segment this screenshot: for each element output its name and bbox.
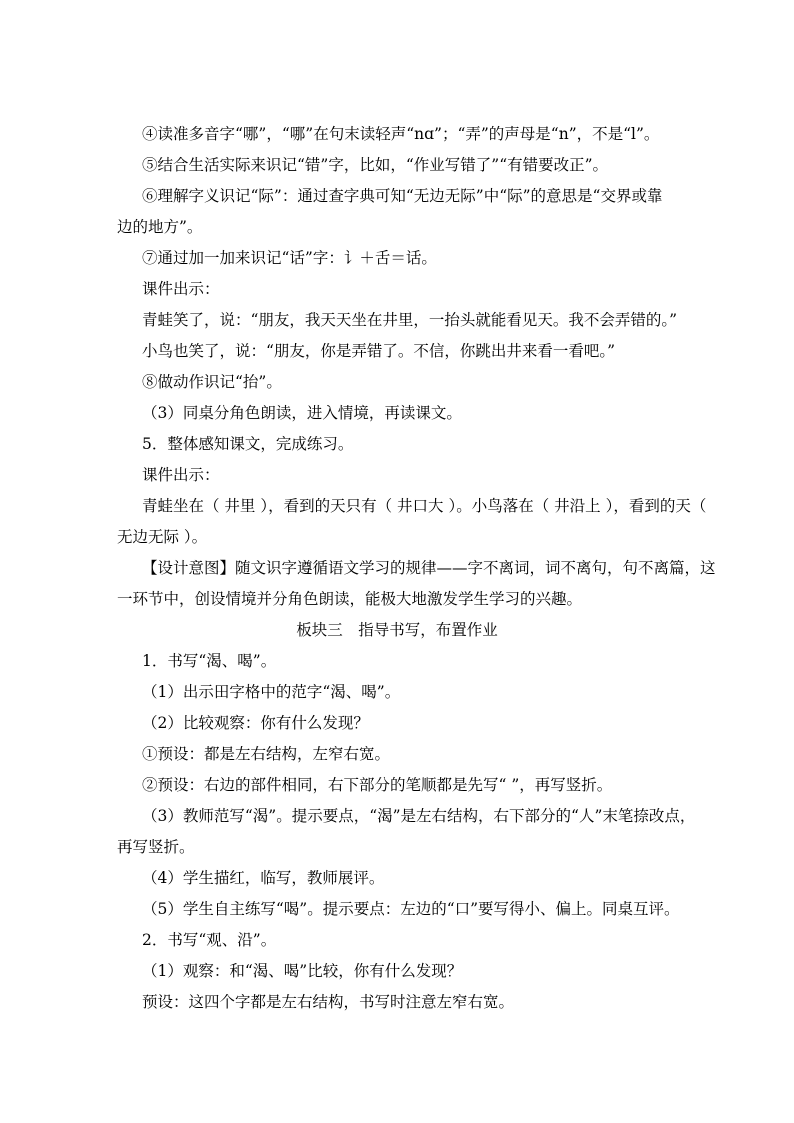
text-line-hua: ⑦通过加一加来识记“话”字：讠＋舌＝话。 bbox=[142, 249, 437, 267]
text-line-perceive: 5．整体感知课文，完成练习。 bbox=[142, 435, 354, 453]
text-line-polyphonic: ④读准多音字“哪”，“哪”在句末读轻声“nɑ”；“弄”的声母是“n”，不是“l”。 bbox=[142, 125, 660, 143]
section-heading: 板块三 指导书写，布置作业 bbox=[296, 621, 498, 639]
text-line-teacher-model: （3）教师范写“渴”。提示要点，“渴”是左右结构，右下部分的“人”末笔捺改点， bbox=[142, 807, 696, 825]
text-line-role-read: （3）同桌分角色朗读，进入情境，再读课文。 bbox=[142, 404, 462, 422]
text-line-courseware: 课件出示： bbox=[142, 280, 220, 298]
text-line-trace: （4）学生描红，临写，教师展评。 bbox=[142, 869, 385, 887]
text-line-show-model: （1）出示田字格中的范字“渴、喝”。 bbox=[142, 683, 401, 701]
text-line-self-practice: （5）学生自主练写“喝”。提示要点：左边的“口”要写得小、偏上。同桌互评。 bbox=[142, 900, 680, 918]
text-line-compare: （2）比较观察：你有什么发现？ bbox=[142, 714, 369, 732]
text-line-write-guan-yan: 2．书写“观、沿”。 bbox=[142, 931, 277, 949]
text-line-teacher-model-cont: 再写竖折。 bbox=[117, 838, 195, 856]
text-line-design-intent: 【设计意图】随文识字遵循语文学习的规律——字不离词，词不离句，句不离篇，这 bbox=[142, 559, 716, 577]
text-line-preset-3: 预设：这四个字都是左右结构，书写时注意左窄右宽。 bbox=[142, 993, 515, 1011]
text-line-exercise: 青蛙坐在（ 井里 ），看到的天只有（ 井口大 ）。小鸟落在（ 井沿上 ），看到的天（ bbox=[142, 497, 707, 515]
text-line-observe: （1）观察：和“渴、喝”比较，你有什么发现？ bbox=[142, 962, 463, 980]
text-line-exercise-cont: 无边无际 ）。 bbox=[117, 528, 208, 546]
text-line-ji: ⑥理解字义识记“际”：通过查字典可知“无边无际”中“际”的意思是“交界或靠 bbox=[142, 187, 663, 205]
text-line-write-ke-he: 1．书写“渴、喝”。 bbox=[142, 652, 277, 670]
text-line-frog: 青蛙笑了，说：“朋友，我天天坐在井里，一抬头就能看见天。我不会弄错的。” bbox=[142, 311, 678, 329]
text-line-ji-cont: 边的地方”。 bbox=[117, 218, 203, 236]
text-line-design-intent-cont: 一环节中，创设情境并分角色朗读，能极大地激发学生学习的兴趣。 bbox=[117, 590, 583, 608]
text-line-tai: ⑧做动作识记“抬”。 bbox=[142, 373, 282, 391]
text-line-courseware-2: 课件出示： bbox=[142, 466, 220, 484]
text-line-preset-1: ①预设：都是左右结构，左窄右宽。 bbox=[142, 745, 391, 763]
text-line-preset-2: ②预设：右边的部件相同，右下部分的笔顺都是先写“ ”，再写竖折。 bbox=[142, 776, 613, 794]
text-line-cuo: ⑤结合生活实际来识记“错”字，比如，“作业写错了”“有错要改正”。 bbox=[142, 156, 609, 174]
text-line-bird: 小鸟也笑了，说：“朋友，你是弄错了。不信，你跳出井来看一看吧。” bbox=[142, 342, 616, 360]
